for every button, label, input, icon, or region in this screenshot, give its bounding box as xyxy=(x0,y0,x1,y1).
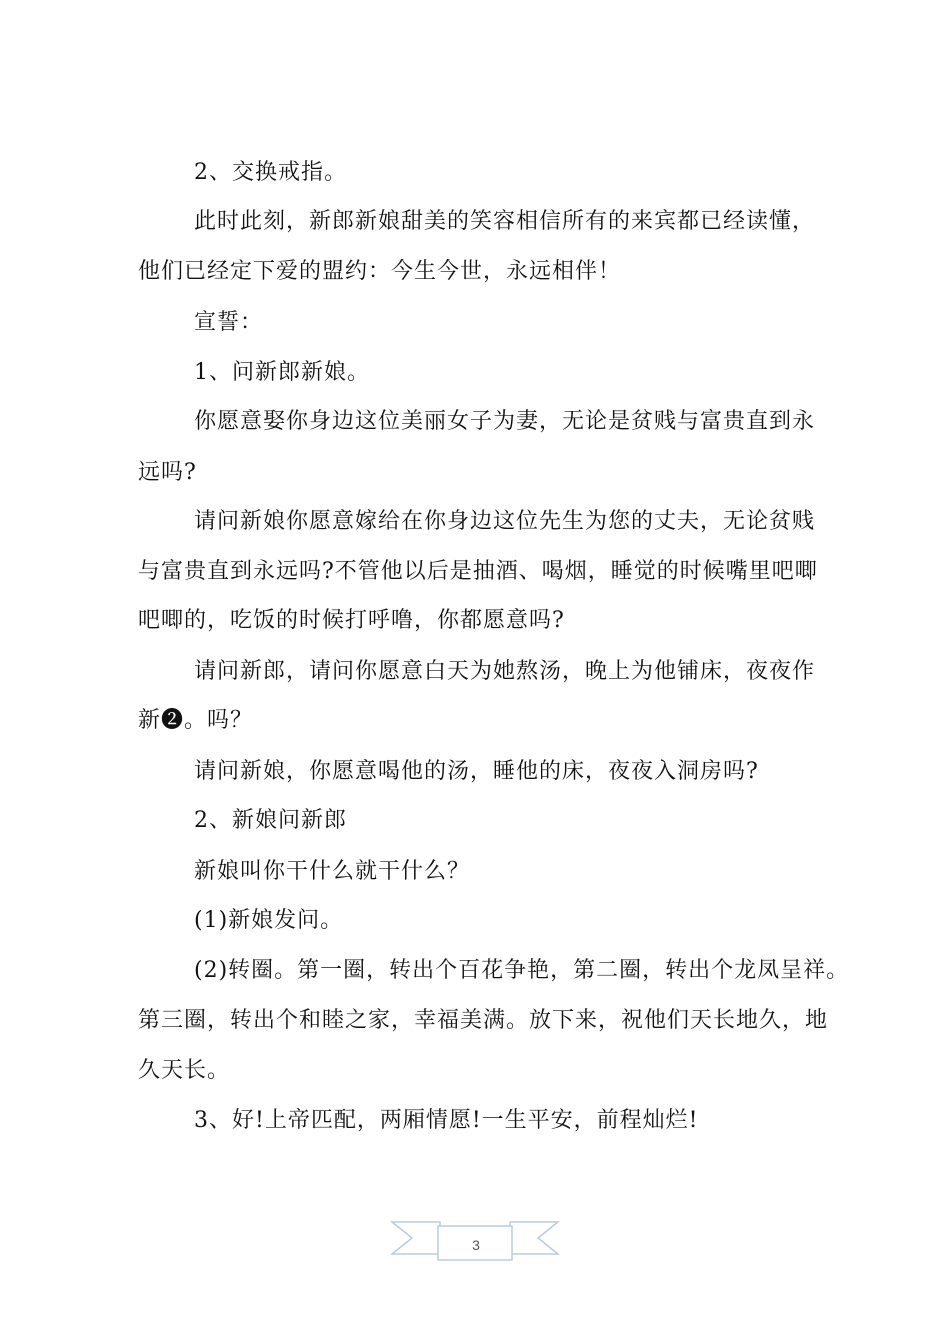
ribbon-left-tail xyxy=(392,1222,440,1254)
paragraph-line: 1、问新郎新娘。 xyxy=(194,360,370,385)
paragraph-line: 久天长。 xyxy=(138,1058,231,1083)
paragraph-line: 2、交换戒指。 xyxy=(194,160,347,185)
paragraph-line: 请问新郎，请问你愿意白天为她熬汤，晚上为他铺床，夜夜作 xyxy=(194,659,816,684)
paragraph-line: 你愿意娶你身边这位美丽女子为妻，无论是贫贱与富贵直到永 xyxy=(194,409,816,434)
paragraph-line: 3、好!上帝匹配，两厢情愿!一生平安，前程灿烂! xyxy=(194,1108,699,1133)
paragraph-line: 请问新娘你愿意嫁给在你身边这位先生为您的丈夫，无论贫贱 xyxy=(194,509,816,534)
ribbon-right-tail xyxy=(510,1222,558,1254)
paragraph-line: 远吗? xyxy=(138,460,197,485)
paragraph-line: (1)新娘发问。 xyxy=(194,908,344,933)
paragraph-line: 与富贵直到永远吗?不管他以后是抽酒、喝烟，睡觉的时候嘴里吧唧 xyxy=(138,559,818,584)
paragraph-line: 此时此刻，新郎新娘甜美的笑容相信所有的来宾都已经读懂， xyxy=(194,209,816,234)
page-number: 3 xyxy=(472,1237,480,1253)
paragraph-line: 新❷。吗？ xyxy=(138,708,254,733)
paragraph-line: 2、新娘问新郎 xyxy=(194,808,347,833)
paragraph-line: (2)转圈。第一圈，转出个百花争艳，第二圈，转出个龙凤呈祥。 xyxy=(194,958,850,983)
paragraph-line: 宣誓： xyxy=(194,310,264,335)
paragraph-line: 他们已经定下爱的盟约：今生今世，永远相伴！ xyxy=(138,259,622,284)
paragraph-line: 第三圈，转出个和睦之家，幸福美满。放下来，祝他们天长地久，地 xyxy=(138,1008,829,1033)
paragraph-line: 请问新娘，你愿意喝他的汤，睡他的床，夜夜入洞房吗? xyxy=(194,759,759,784)
paragraph-line: 新娘叫你干什么就干什么？ xyxy=(194,859,471,884)
paragraph-line: 吧唧的，吃饭的时候打呼噜，你都愿意吗? xyxy=(138,608,565,633)
